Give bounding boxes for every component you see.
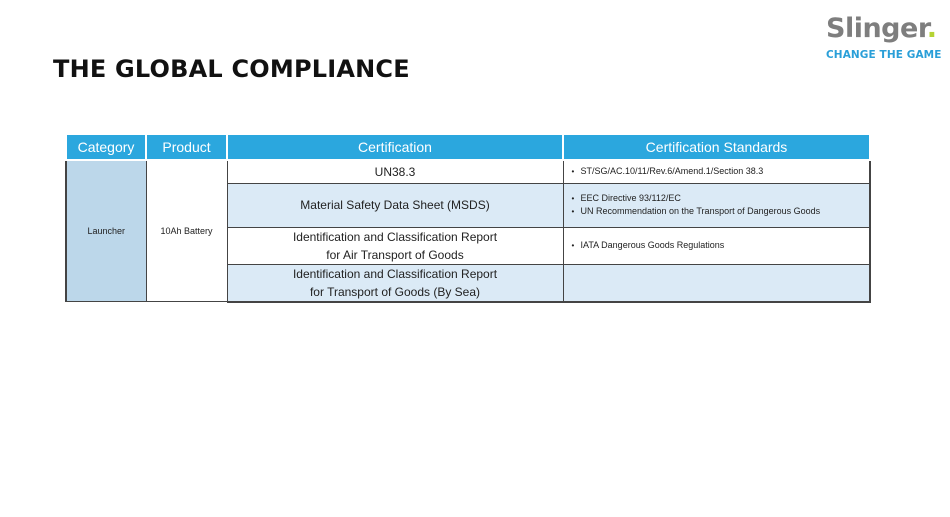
- compliance-table: [65, 133, 871, 303]
- certification-cell: [227, 264, 563, 302]
- category-cell: Launcher: [66, 160, 146, 302]
- certification-line: Identification and Classification Report: [292, 229, 498, 244]
- standards-list: [572, 165, 866, 178]
- header-product: Product: [146, 134, 227, 160]
- table-row: [66, 160, 870, 183]
- header-certification: Certification: [227, 134, 563, 160]
- standards-cell: [563, 264, 870, 302]
- logo-dot: .: [926, 13, 937, 44]
- certification-line: UN38.3: [374, 164, 416, 179]
- standard-item: • UN Recommendation on the Transport of Dangerous Goods: [572, 205, 866, 218]
- standard-item: • EEC Directive 93/112/EC: [572, 192, 866, 205]
- certification-cell: [227, 183, 563, 227]
- standards-cell: [563, 160, 870, 183]
- header-certification-standards: Certification Standards: [563, 134, 870, 160]
- standard-item: • IATA Dangerous Goods Regulations: [572, 239, 866, 252]
- product-cell: 10Ah Battery: [146, 160, 227, 302]
- logo-tagline: CHANGE THE GAME: [826, 49, 942, 61]
- header-category: Category: [66, 134, 146, 160]
- logo-word: Slinger: [826, 13, 927, 44]
- certification-line: for Air Transport of Goods: [326, 247, 464, 262]
- certification-line: for Transport of Goods (By Sea): [309, 284, 481, 299]
- standards-cell: [563, 183, 870, 227]
- table-header-row: [66, 134, 870, 160]
- page-title: THE GLOBAL COMPLIANCE: [53, 55, 410, 83]
- certification-cell: [227, 227, 563, 264]
- standards-list: [572, 239, 866, 252]
- slinger-logo: [826, 12, 944, 61]
- standard-item: • ST/SG/AC.10/11/Rev.6/Amend.1/Section 38.3: [572, 165, 866, 178]
- logo-wordmark: [826, 12, 944, 46]
- certification-line: Identification and Classification Report: [292, 266, 498, 281]
- standards-list: [572, 192, 866, 218]
- certification-cell: [227, 160, 563, 183]
- certification-line: Material Safety Data Sheet (MSDS): [300, 198, 490, 212]
- standards-cell: [563, 227, 870, 264]
